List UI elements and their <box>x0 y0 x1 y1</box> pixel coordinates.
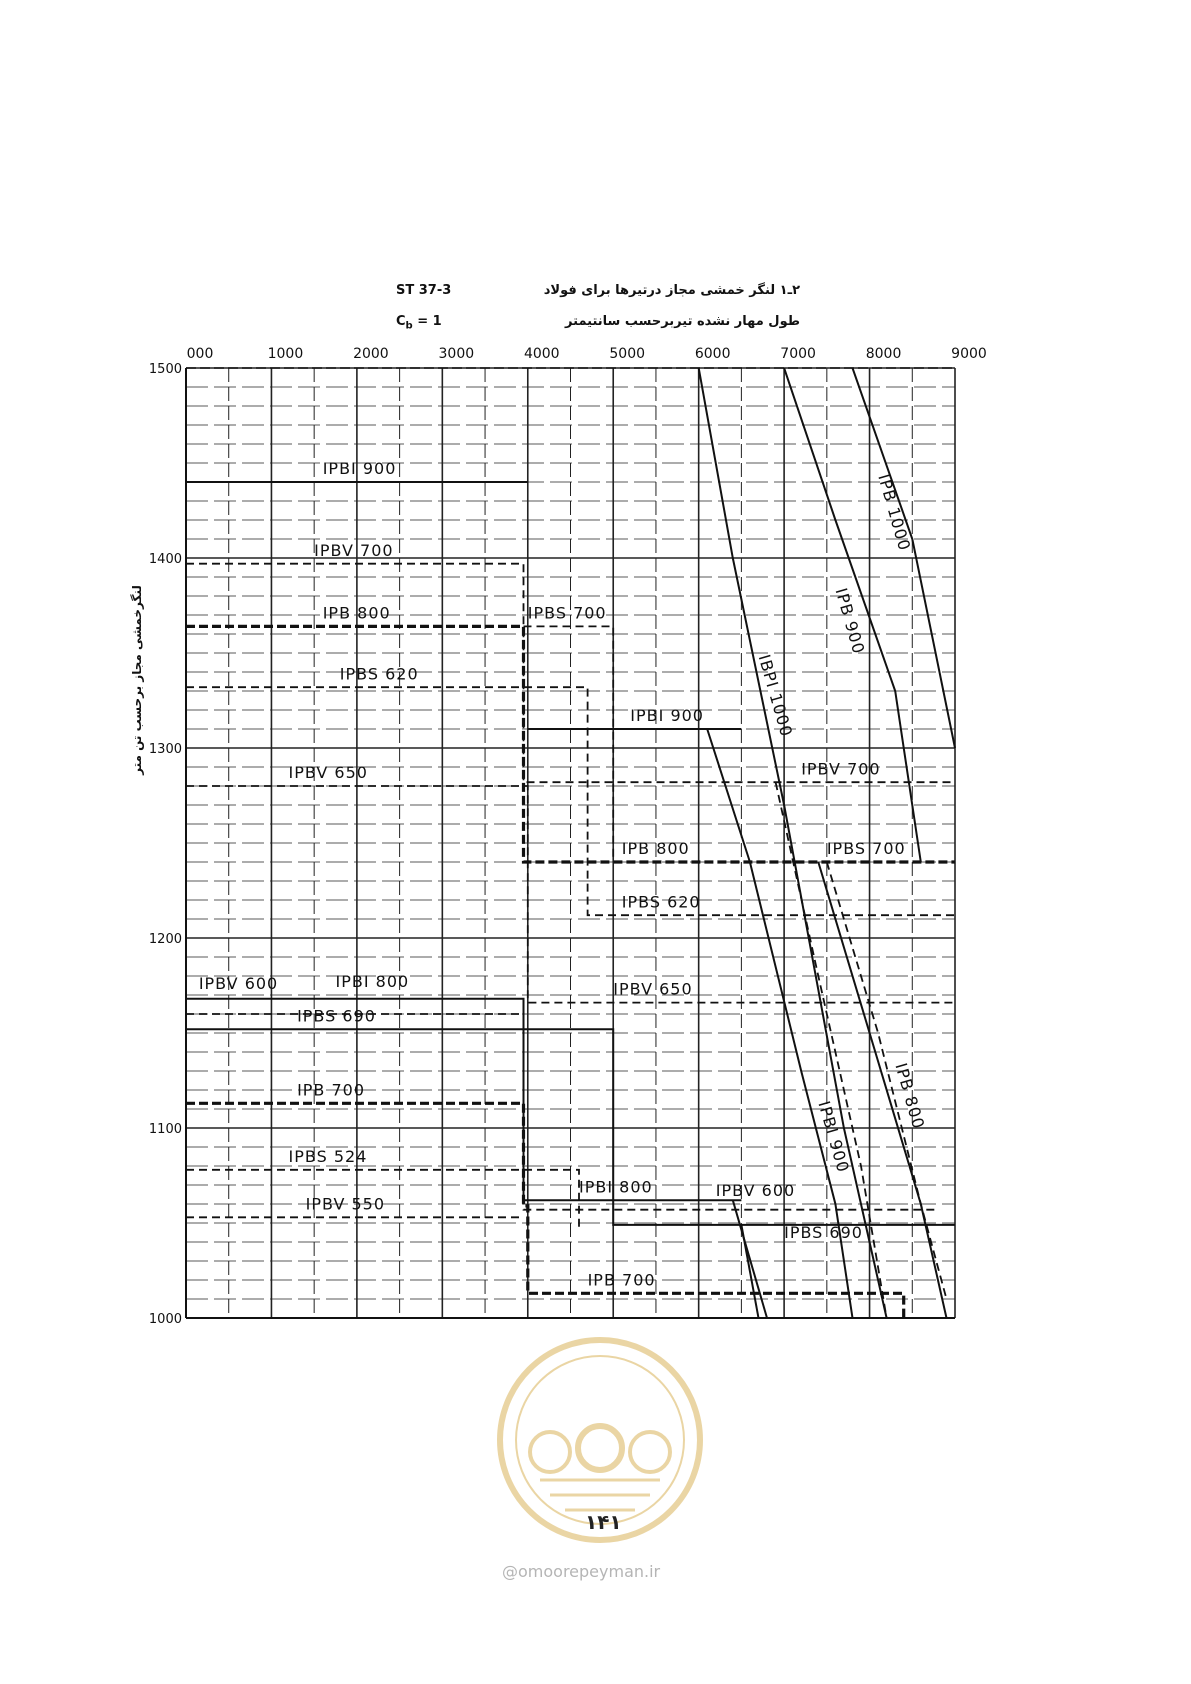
x-tick-label: 3000 <box>438 346 475 362</box>
curve-label: IPBS 690 <box>784 1222 863 1242</box>
x-tick-label: 6000 <box>694 346 731 362</box>
curve-label: IBPI 1000 <box>754 652 797 740</box>
cb-value: = 1 <box>412 314 442 329</box>
curve-label: IPBI 900 <box>630 706 704 726</box>
x-tick-label: 4000 <box>523 346 560 362</box>
curve-label: IPBV 650 <box>613 979 693 999</box>
curve-label: IPBS 690 <box>297 1006 376 1026</box>
curve-label: IPBS 524 <box>288 1146 368 1166</box>
series-line-ipb-700 <box>186 1103 904 1318</box>
curve-label: IPBS 700 <box>527 603 607 623</box>
curve-label: IPB 900 <box>831 585 869 657</box>
curve-label: IPB 800 <box>621 839 690 859</box>
curve-label: IPB 800 <box>322 603 391 623</box>
curve-label: IPB 800 <box>891 1060 929 1132</box>
curve-label: IPBI 800 <box>335 972 410 992</box>
curve-label: IPBV 600 <box>715 1181 796 1201</box>
x-tick-label: 1000 <box>267 346 304 362</box>
series-line-ipbv-600 <box>733 1200 767 1318</box>
y-tick-label: 1300 <box>148 742 182 757</box>
curve-label: IPBI 800 <box>579 1177 653 1197</box>
curve-label: IPB 700 <box>587 1270 656 1290</box>
curve-label: IPBS 620 <box>621 892 701 912</box>
x-tick-label: 000 <box>186 346 214 362</box>
curve-label: IPBI 900 <box>322 459 397 479</box>
curve-label: IPBV 700 <box>314 540 394 560</box>
x-tick-label: 9000 <box>951 346 987 362</box>
chart-title-fa: ۲ـ۱ لنگر خمشی مجاز درتیرها برای فولاد <box>543 283 800 298</box>
series-line-ipbs-690 <box>741 1225 758 1318</box>
curve-label: IPBS 700 <box>826 839 906 859</box>
chart-axes <box>149 346 987 1327</box>
curve-label: IPBV 700 <box>801 759 881 779</box>
curve-label: IPBV 550 <box>305 1194 386 1214</box>
x-tick-label: 2000 <box>353 346 389 362</box>
y-tick-label: 1100 <box>148 1122 182 1137</box>
curve-label: IPBV 600 <box>198 974 279 993</box>
curve-label: IPB 700 <box>297 1080 366 1100</box>
y-tick-label: 1200 <box>148 932 182 947</box>
curve-label: IPBS 620 <box>339 664 419 684</box>
x-axis-title-fa: طول مهار نشده تیربرحسب سانتیمتر <box>565 314 800 329</box>
cb-symbol: C <box>396 314 406 329</box>
series-line-ipbs-700 <box>524 626 614 862</box>
cb-subscript: b <box>405 320 413 332</box>
y-tick-label: 1400 <box>148 552 182 567</box>
steel-grade: ST 37-3 <box>396 283 452 298</box>
x-tick-label: 8000 <box>865 346 902 362</box>
y-tick-label: 1000 <box>148 1312 182 1327</box>
curve-label: IPBI 900 <box>814 1098 854 1175</box>
watermark-text: @omoorepeyman.ir <box>502 1562 661 1581</box>
page-number: ۱۴۱ <box>585 1510 622 1534</box>
x-tick-label: 7000 <box>780 346 816 362</box>
curve-label: IPB 1000 <box>874 471 915 554</box>
curve-label: IPBV 650 <box>288 763 368 783</box>
y-axis-title-fa: لنگرخمشی مجاز برحسب تن متر <box>130 585 144 775</box>
y-tick-label: 1500 <box>148 362 182 377</box>
x-tick-label: 5000 <box>609 346 646 362</box>
chart-annotations <box>199 459 929 1289</box>
